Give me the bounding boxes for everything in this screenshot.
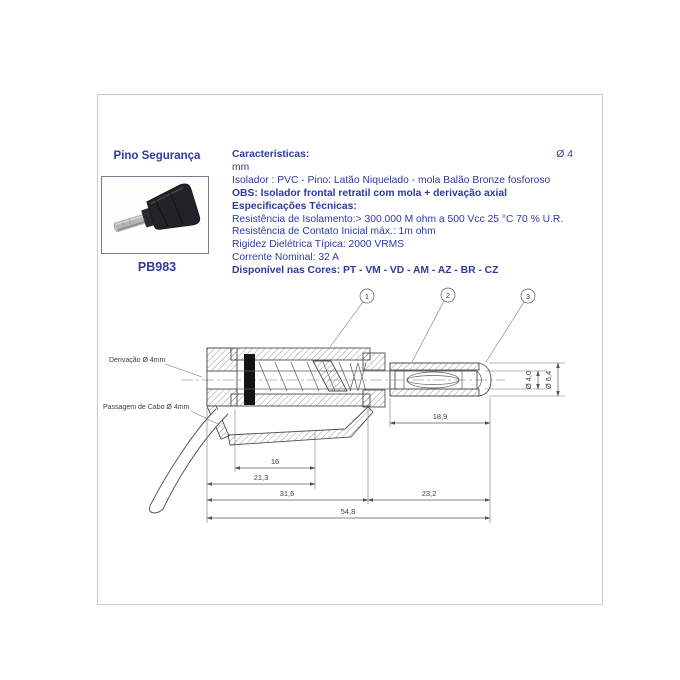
product-code: PB983 [137, 260, 177, 274]
spring-coil [259, 362, 366, 391]
passagem-label: Passagem de Cabo Ø 4mm [103, 404, 190, 411]
leader-labels [103, 357, 218, 424]
callout-number-2: 2 [445, 290, 451, 300]
length-dimensions [207, 398, 490, 523]
dim-23-2: 23,2 [421, 489, 437, 498]
specs-heading: Características: [232, 149, 310, 160]
plug-body [145, 182, 201, 236]
corrente-line: Corrente Nominal: 32 A [232, 252, 340, 264]
isolador-line: Isolador : PVC - Pino: Latão Niquelado - mola Balão Bronze fosforoso [232, 174, 551, 186]
diameter-dimensions [485, 363, 565, 396]
rigidez-line: Rigidez Dielétrica Típica: 2000 VRMS [232, 239, 405, 251]
specs-block [232, 149, 573, 278]
espec-heading: Especificações Técnicas: [232, 200, 357, 212]
cores-line: Disponível nas Cores: PT - VM - VD - AM - AZ - BR - CZ [232, 265, 499, 277]
resistencia-contato-line: Resistência de Contato Inicial máx.: 1m ohm [232, 226, 436, 238]
inner-cone-section [313, 361, 347, 391]
resistencia-isolamento-line: Resistência de Isolamento:> 300.000 M ohm a 500 Vcc 25 °C 70 % U.R. [232, 213, 564, 225]
unit-line: mm [232, 161, 250, 173]
callout-number-3: 3 [525, 291, 531, 301]
product-title: Pino Segurança [113, 150, 201, 162]
dim-dia-4-0: Ø 4,0 [524, 370, 533, 390]
dim-21-3: 21,3 [253, 473, 269, 482]
dim-31-6: 31,6 [279, 489, 295, 498]
dim-18-9: 18,9 [432, 412, 448, 421]
dim-54-8: 54,8 [340, 507, 356, 516]
front-sleeve-section [390, 363, 491, 396]
diameter-note: Ø 4 [556, 149, 573, 160]
product-column [101, 150, 213, 274]
technical-drawing [95, 283, 585, 573]
contact-band [244, 354, 255, 405]
dim-16: 16 [270, 457, 280, 466]
cable-boot [149, 409, 228, 513]
skirt-section [207, 406, 373, 445]
dim-dia-6-4: Ø 6,4 [544, 370, 553, 390]
derivacao-label: Derivação Ø 4mm [109, 357, 166, 364]
callout-number-1: 1 [364, 291, 370, 301]
obs-line: OBS: Isolador frontal retratil com mola + derivação axial [232, 187, 507, 199]
product-photo-box [101, 176, 209, 254]
product-photo [102, 177, 208, 253]
